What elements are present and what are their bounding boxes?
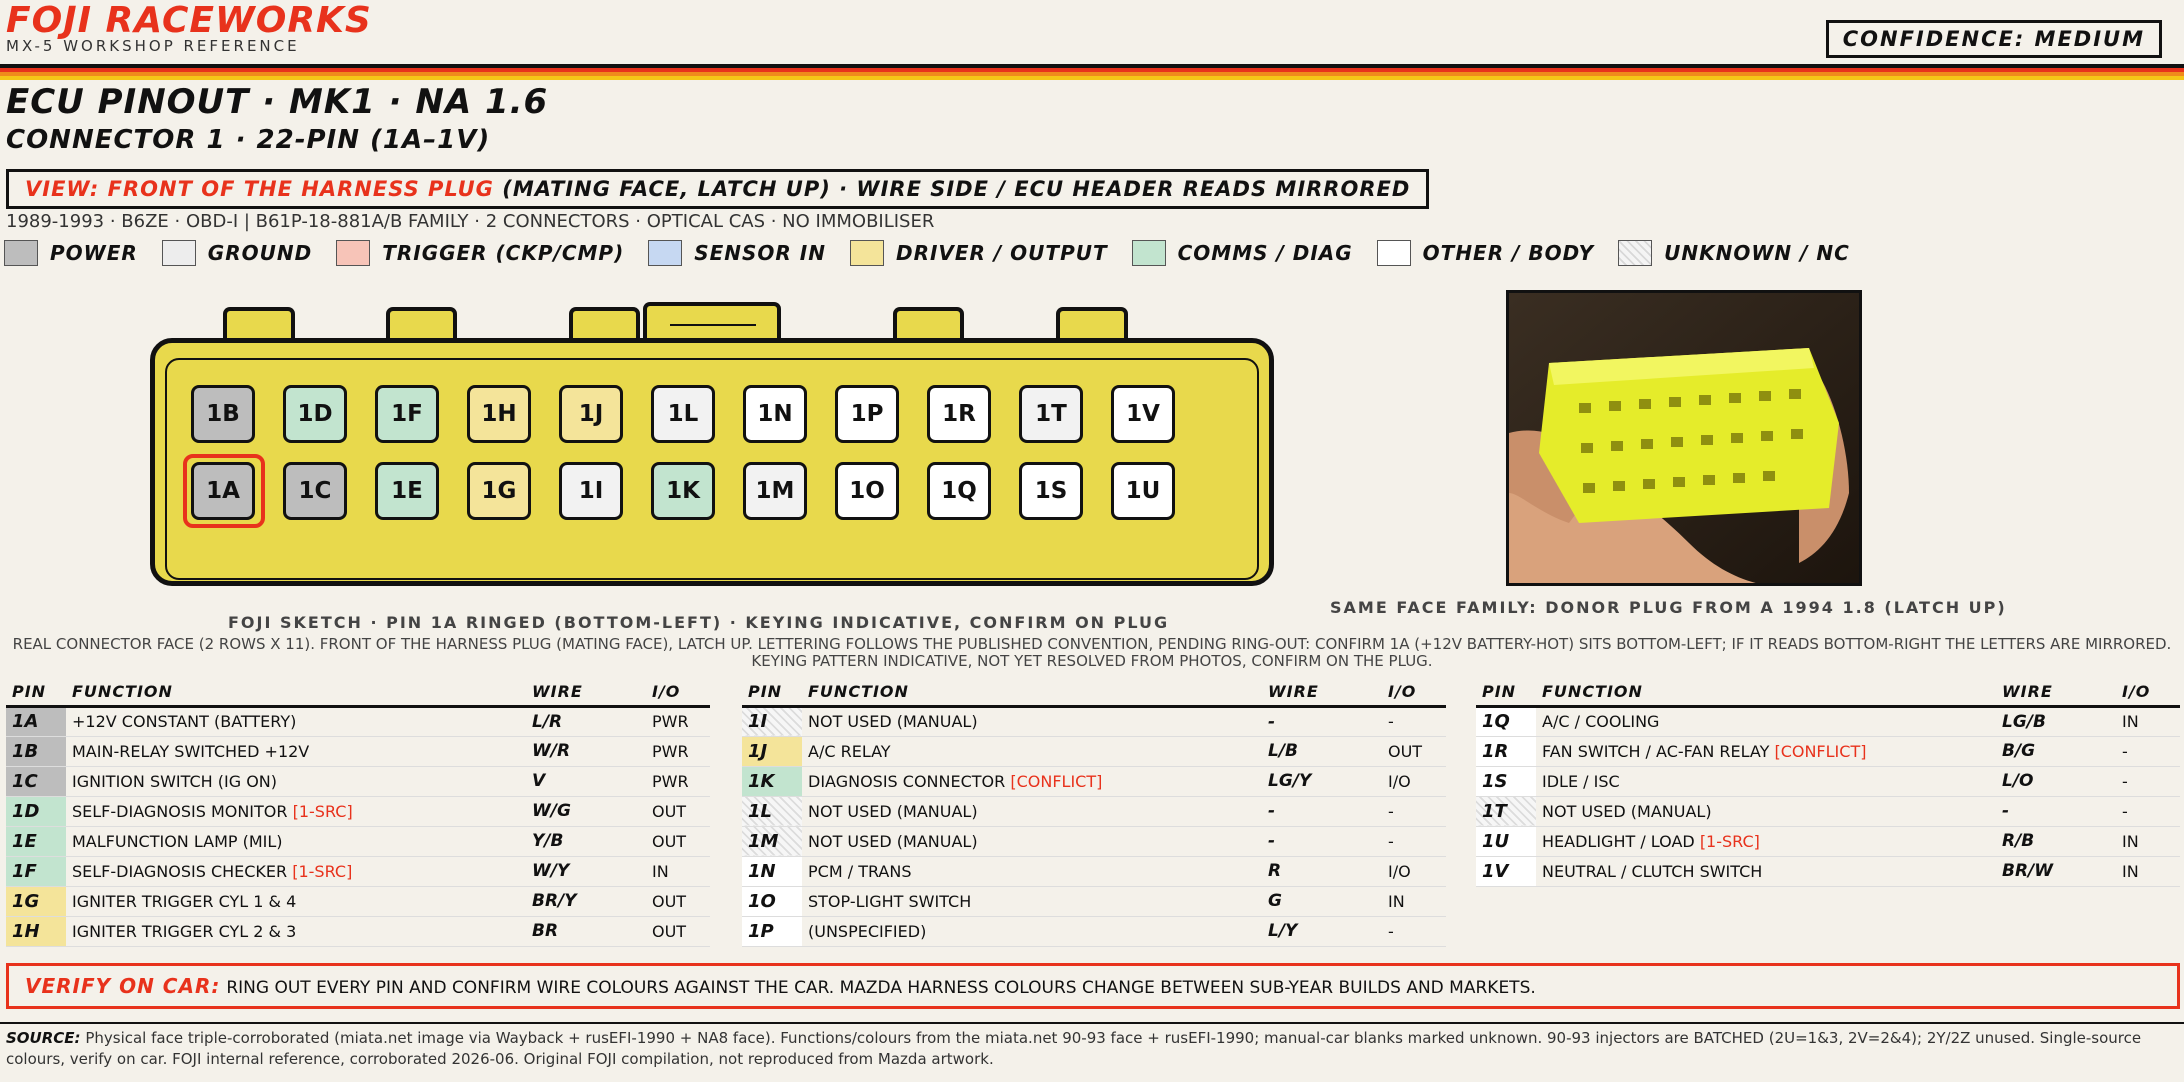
- wire-colour: W/G: [526, 796, 646, 826]
- table-row: [6, 766, 710, 796]
- source-flag: [CONFLICT]: [1774, 741, 1867, 761]
- column-header-function: FUNCTION: [1536, 678, 1996, 706]
- function-text: DIAGNOSIS CONNECTOR: [808, 771, 1011, 791]
- sketch-caption: FOJI SKETCH · PIN 1A RINGED (BOTTOM-LEFT) · KEYING INDICATIVE, CONFIRM ON PLUG: [228, 613, 1170, 632]
- function-text: (UNSPECIFIED): [808, 921, 927, 941]
- legend-swatch: [1377, 240, 1411, 266]
- connector-pin: 1P: [835, 385, 899, 443]
- pin-function: [802, 736, 1262, 766]
- io-type: OUT: [646, 826, 710, 856]
- verify-label: VERIFY ON CAR:: [25, 974, 221, 998]
- color-legend: [4, 240, 1874, 266]
- function-text: NOT USED (MANUAL): [808, 801, 978, 821]
- source-text: Physical face triple-corroborated (miata.net image via Wayback + rusEFI-1990 + NA8 face). Functions/colours from the miata.net 90-93 face + rusEFI-1990; manual-car blanks marked unknown. 90-93 injectors are BATCHED (2U=1&3, 2V=2&4); 2Y/2Z unused. Single-source colours, verify on car. FOJI internal reference, corroborated 2026-06. Original FOJI compilation, not reproduced from Mazda artwork.: [6, 1029, 2142, 1068]
- table-row: [1476, 796, 2180, 826]
- column-header-pin: PIN: [1476, 678, 1536, 706]
- pin-code: 1G: [6, 886, 66, 916]
- view-orientation-box: [6, 169, 1429, 209]
- connector-pin: 1D: [283, 385, 347, 443]
- table-row: [742, 796, 1446, 826]
- source-label: SOURCE:: [6, 1029, 81, 1047]
- io-type: OUT: [646, 886, 710, 916]
- confidence-badge: CONFIDENCE: MEDIUM: [1826, 20, 2162, 58]
- connector-pin: 1R: [927, 385, 991, 443]
- io-type: I/O: [1382, 766, 1446, 796]
- table-row: [6, 886, 710, 916]
- pin-table-1: [6, 678, 710, 947]
- table-row: [742, 856, 1446, 886]
- wire-colour: W/Y: [526, 856, 646, 886]
- function-text: NOT USED (MANUAL): [1542, 801, 1712, 821]
- connector-pin: 1M: [743, 462, 807, 520]
- table-row: [6, 856, 710, 886]
- legend-item: [4, 240, 138, 266]
- connector-pin: 1S: [1019, 462, 1083, 520]
- wire-colour: LG/B: [1996, 706, 2116, 736]
- pin-code: 1B: [6, 736, 66, 766]
- table-row: [742, 886, 1446, 916]
- legend-label: OTHER / BODY: [1422, 241, 1595, 265]
- pin-code: 1A: [6, 706, 66, 736]
- legend-item: [1377, 240, 1594, 266]
- io-type: -: [1382, 916, 1446, 946]
- function-text: STOP-LIGHT SWITCH: [808, 891, 972, 911]
- function-text: A/C RELAY: [808, 741, 891, 761]
- legend-label: SENSOR IN: [694, 241, 826, 265]
- table-row: [742, 736, 1446, 766]
- pin-code: 1T: [1476, 796, 1536, 826]
- connector-pin: 1U: [1111, 462, 1175, 520]
- donor-plug-photo: [1506, 290, 1862, 586]
- wire-colour: V: [526, 766, 646, 796]
- connector-pin: 1H: [467, 385, 531, 443]
- legend-label: UNKNOWN / NC: [1664, 241, 1850, 265]
- pin-function: [66, 796, 526, 826]
- table-header-row: [742, 678, 1446, 706]
- table-row: [1476, 856, 2180, 886]
- pin-code: 1R: [1476, 736, 1536, 766]
- function-text: MAIN-RELAY SWITCHED +12V: [72, 741, 310, 761]
- io-type: PWR: [646, 706, 710, 736]
- table-row: [742, 826, 1446, 856]
- legend-item: [1132, 240, 1353, 266]
- function-text: NEUTRAL / CLUTCH SWITCH: [1542, 861, 1763, 881]
- pin-function: [802, 916, 1262, 946]
- table-row: [6, 916, 710, 946]
- column-header-io: I/O: [2116, 678, 2180, 706]
- legend-label: DRIVER / OUTPUT: [895, 241, 1108, 265]
- function-text: FAN SWITCH / AC-FAN RELAY: [1542, 741, 1775, 761]
- pin-function: [802, 706, 1262, 736]
- wire-colour: R: [1262, 856, 1382, 886]
- photo-caption: SAME FACE FAMILY: DONOR PLUG FROM A 1994 1.8 (LATCH UP): [1330, 598, 2007, 617]
- wire-colour: Y/B: [526, 826, 646, 856]
- pin-code: 1Q: [1476, 706, 1536, 736]
- wire-colour: L/Y: [1262, 916, 1382, 946]
- page-title: ECU PINOUT · MK1 · NA 1.6: [6, 82, 549, 122]
- wire-colour: -: [1996, 796, 2116, 826]
- pin-function: [66, 856, 526, 886]
- connector-pin: 1V: [1111, 385, 1175, 443]
- pin-function: [66, 826, 526, 856]
- io-type: IN: [1382, 886, 1446, 916]
- io-type: OUT: [646, 916, 710, 946]
- table-header-row: [1476, 678, 2180, 706]
- pin-function: [802, 766, 1262, 796]
- io-type: OUT: [1382, 736, 1446, 766]
- legend-swatch: [336, 240, 370, 266]
- connector-pin: 1Q: [927, 462, 991, 520]
- function-text: IGNITER TRIGGER CYL 1 & 4: [72, 891, 297, 911]
- pin-code: 1L: [742, 796, 802, 826]
- legend-swatch: [1618, 240, 1652, 266]
- column-header-function: FUNCTION: [802, 678, 1262, 706]
- table-row: [1476, 736, 2180, 766]
- connector-title: CONNECTOR 1 · 22-PIN (1A–1V): [6, 125, 491, 155]
- pin-function: [802, 856, 1262, 886]
- table-row: [1476, 766, 2180, 796]
- pin-table-2: [742, 678, 1446, 947]
- legend-item: [1618, 240, 1850, 266]
- pin-function: [802, 886, 1262, 916]
- io-type: PWR: [646, 736, 710, 766]
- table-row: [742, 766, 1446, 796]
- io-type: PWR: [646, 766, 710, 796]
- column-header-wire: WIRE: [526, 678, 646, 706]
- pin-code: 1V: [1476, 856, 1536, 886]
- latch-line: [670, 324, 756, 326]
- verify-banner: [6, 963, 2180, 1009]
- wire-colour: -: [1262, 706, 1382, 736]
- legend-swatch: [850, 240, 884, 266]
- pin-code: 1I: [742, 706, 802, 736]
- view-highlight: VIEW: FRONT OF THE HARNESS PLUG: [25, 177, 494, 201]
- io-type: OUT: [646, 796, 710, 826]
- pin-function: [1536, 706, 1996, 736]
- connector-pin: 1G: [467, 462, 531, 520]
- pin-function: [66, 886, 526, 916]
- function-text: IGNITER TRIGGER CYL 2 & 3: [72, 921, 297, 941]
- pin-code: 1F: [6, 856, 66, 886]
- plug-photo-image: [1509, 293, 1862, 586]
- pin-function: [1536, 796, 1996, 826]
- connector-note: REAL CONNECTOR FACE (2 ROWS X 11). FRONT OF THE HARNESS PLUG (MATING FACE), LATCH UP. LETTERING FOLLOWS THE PUBLISHED CONVENTION, PENDING RING-OUT: CONFIRM 1A (+12V BATTERY-HOT) SITS BOTTOM-LEFT; IF IT READS BOTTOM-RIGHT THE LETTERS ARE MIRRORED. KEYING PATTERN INDICATIVE, NOT YET RESOLVED FROM PHOTOS, CONFIRM ON THE PLUG.: [12, 635, 2172, 670]
- wire-colour: L/O: [1996, 766, 2116, 796]
- table-row: [6, 826, 710, 856]
- connector-pin: 1B: [191, 385, 255, 443]
- source-flag: [1-SRC]: [292, 801, 353, 821]
- connector-pin: 1J: [559, 385, 623, 443]
- io-type: -: [2116, 796, 2180, 826]
- column-header-io: I/O: [646, 678, 710, 706]
- legend-item: [850, 240, 1108, 266]
- function-text: MALFUNCTION LAMP (MIL): [72, 831, 283, 851]
- connector-pin: 1O: [835, 462, 899, 520]
- table-row: [6, 736, 710, 766]
- pin-function: [802, 796, 1262, 826]
- pin-code: 1S: [1476, 766, 1536, 796]
- wire-colour: BR/Y: [526, 886, 646, 916]
- brand-logo: FOJI RACEWORKS: [6, 0, 372, 41]
- table-header-row: [6, 678, 710, 706]
- pin-function: [1536, 736, 1996, 766]
- pin-function: [1536, 826, 1996, 856]
- function-text: NOT USED (MANUAL): [808, 712, 978, 731]
- pin-function: [1536, 856, 1996, 886]
- io-type: IN: [646, 856, 710, 886]
- legend-item: [648, 240, 826, 266]
- io-type: IN: [2116, 856, 2180, 886]
- function-text: PCM / TRANS: [808, 861, 912, 881]
- legend-label: POWER: [50, 241, 138, 265]
- wire-colour: L/R: [526, 706, 646, 736]
- function-text: NOT USED (MANUAL): [808, 831, 978, 851]
- wire-colour: -: [1262, 826, 1382, 856]
- legend-swatch: [162, 240, 196, 266]
- verify-text: RING OUT EVERY PIN AND CONFIRM WIRE COLOURS AGAINST THE CAR. MAZDA HARNESS COLOURS CHANGE BETWEEN SUB-YEAR BUILDS AND MARKETS.: [226, 978, 1536, 998]
- pin-function: [66, 766, 526, 796]
- connector-pin: 1N: [743, 385, 807, 443]
- connector-pin: 1A: [191, 462, 255, 520]
- brand-subtitle: MX-5 WORKSHOP REFERENCE: [6, 37, 300, 55]
- pin-code: 1D: [6, 796, 66, 826]
- header-stripes: [0, 64, 2184, 80]
- wire-colour: R/B: [1996, 826, 2116, 856]
- io-type: -: [1382, 796, 1446, 826]
- pin-function: [802, 826, 1262, 856]
- family-info: 1989-1993 · B6ZE · OBD-I | B61P-18-881A/B FAMILY · 2 CONNECTORS · OPTICAL CAS · NO IMMOBILISER: [6, 211, 935, 232]
- connector-pin: 1L: [651, 385, 715, 443]
- column-header-wire: WIRE: [1262, 678, 1382, 706]
- column-header-pin: PIN: [742, 678, 802, 706]
- function-text: HEADLIGHT / LOAD: [1542, 831, 1700, 851]
- io-type: -: [1382, 706, 1446, 736]
- column-header-wire: WIRE: [1996, 678, 2116, 706]
- column-header-function: FUNCTION: [66, 678, 526, 706]
- legend-swatch: [1132, 240, 1166, 266]
- pin-code: 1J: [742, 736, 802, 766]
- connector-pin: 1F: [375, 385, 439, 443]
- table-row: [6, 796, 710, 826]
- pin-function: [1536, 766, 1996, 796]
- wire-colour: BR: [526, 916, 646, 946]
- connector-pin: 1I: [559, 462, 623, 520]
- wire-colour: BR/W: [1996, 856, 2116, 886]
- pin-table-3: [1476, 678, 2180, 887]
- table-row: [6, 706, 710, 736]
- source-flag: [1-SRC]: [292, 861, 353, 881]
- table-row: [1476, 826, 2180, 856]
- function-text: SELF-DIAGNOSIS CHECKER: [72, 861, 293, 881]
- table-row: [742, 706, 1446, 736]
- function-text: IDLE / ISC: [1542, 771, 1620, 791]
- legend-item: [336, 240, 624, 266]
- footer-divider: [0, 1022, 2184, 1024]
- wire-colour: -: [1262, 796, 1382, 826]
- pin-code: 1K: [742, 766, 802, 796]
- legend-label: GROUND: [207, 241, 313, 265]
- function-text: A/C / COOLING: [1542, 712, 1660, 731]
- legend-swatch: [648, 240, 682, 266]
- column-header-io: I/O: [1382, 678, 1446, 706]
- function-text: +12V CONSTANT (BATTERY): [72, 712, 297, 731]
- pin-code: 1O: [742, 886, 802, 916]
- connector-pin: 1E: [375, 462, 439, 520]
- pin-code: 1H: [6, 916, 66, 946]
- table-row: [1476, 706, 2180, 736]
- io-type: -: [2116, 736, 2180, 766]
- connector-pin: 1C: [283, 462, 347, 520]
- io-type: -: [2116, 766, 2180, 796]
- wire-colour: LG/Y: [1262, 766, 1382, 796]
- legend-label: COMMS / DIAG: [1177, 241, 1353, 265]
- pin-code: 1M: [742, 826, 802, 856]
- legend-swatch: [4, 240, 38, 266]
- column-header-pin: PIN: [6, 678, 66, 706]
- legend-label: TRIGGER (CKP/CMP): [382, 241, 625, 265]
- pin-code: 1E: [6, 826, 66, 856]
- wire-colour: G: [1262, 886, 1382, 916]
- pin-code: 1P: [742, 916, 802, 946]
- io-type: -: [1382, 826, 1446, 856]
- io-type: IN: [2116, 706, 2180, 736]
- io-type: IN: [2116, 826, 2180, 856]
- pin-code: 1N: [742, 856, 802, 886]
- pin-code: 1C: [6, 766, 66, 796]
- wire-colour: B/G: [1996, 736, 2116, 766]
- pin-code: 1U: [1476, 826, 1536, 856]
- source-note: [6, 1028, 2176, 1070]
- table-row: [742, 916, 1446, 946]
- view-detail: (MATING FACE, LATCH UP) · WIRE SIDE / ECU HEADER READS MIRRORED: [493, 177, 1411, 201]
- wire-colour: L/B: [1262, 736, 1382, 766]
- pin-function: [66, 916, 526, 946]
- function-text: IGNITION SWITCH (IG ON): [72, 771, 278, 791]
- source-flag: [1-SRC]: [1699, 831, 1760, 851]
- wire-colour: W/R: [526, 736, 646, 766]
- connector-pin: 1K: [651, 462, 715, 520]
- connector-pin: 1T: [1019, 385, 1083, 443]
- pin-function: [66, 706, 526, 736]
- io-type: I/O: [1382, 856, 1446, 886]
- source-flag: [CONFLICT]: [1010, 771, 1103, 791]
- pin-function: [66, 736, 526, 766]
- legend-item: [162, 240, 312, 266]
- function-text: SELF-DIAGNOSIS MONITOR: [72, 801, 293, 821]
